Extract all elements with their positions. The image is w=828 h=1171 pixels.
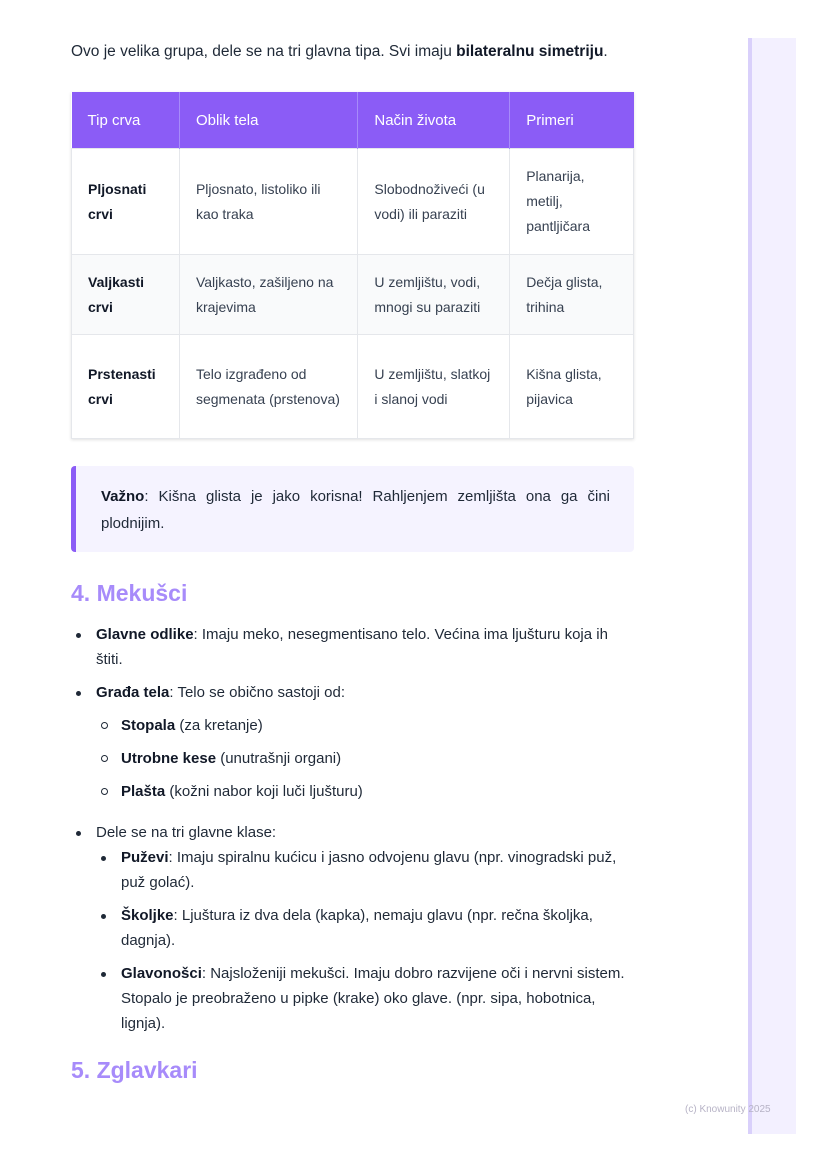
copyright-footer: (c) Knowunity 2025 [685, 1104, 771, 1115]
list-item: Stopala (za kretanje) [96, 713, 636, 738]
worm-types-table [71, 92, 634, 439]
table-cell: Valjkasto, zašiljeno na krajevima [179, 255, 357, 335]
list-item: Građa tela: Telo se obično sastoji od: Stopala (za kretanje) Utrobne kese (unutrašnji organi) Plašta (kožni nabor koji luči ljušturu) [71, 680, 636, 804]
table-cell: Pljosnato, listoliko ili kao traka [179, 149, 357, 255]
side-panel [748, 38, 796, 1134]
table-cell: Prstenasti crvi [72, 335, 180, 439]
callout-text: : Kišna glista je jako korisna! Rahljenjem zemljišta ona ga čini plodnijim. [101, 488, 610, 532]
table-cell: Planarija, metilj, pantljičara [510, 149, 634, 255]
bullet-icon [76, 831, 81, 836]
list-item: Glavne odlike: Imaju meko, nesegmentisano telo. Većina ima ljušturu koja ih štiti. [71, 622, 636, 672]
list-item: Školjke: Ljuštura iz dva dela (kapka), nemaju glavu (npr. rečna školjka, dagnja). [96, 903, 636, 953]
list-item: Puževi: Imaju spiralnu kućicu i jasno odvojenu glavu (npr. vinogradski puž, puž golać). [96, 845, 636, 895]
table-cell: Slobodnoživeći (u vodi) ili paraziti [358, 149, 510, 255]
list-item: Glavonošci: Najsloženiji mekušci. Imaju dobro razvijene oči i nervni sistem. Stopalo je preobraženo u pipke (krake) oko glave. (npr. sipa, hobotnica, lignja). [96, 961, 636, 1036]
important-callout [71, 466, 634, 552]
column-header: Način života [358, 92, 510, 149]
column-header: Oblik tela [179, 92, 357, 149]
bullet-icon [101, 914, 106, 919]
classes-sublist [96, 845, 636, 1036]
bullet-ring-icon [101, 722, 108, 729]
bullet-icon [76, 633, 81, 638]
callout-label: Važno [101, 488, 145, 505]
table-cell: Kišna glista, pijavica [510, 335, 634, 439]
column-header: Tip crva [72, 92, 180, 149]
mollusc-list [71, 622, 636, 1036]
bullet-ring-icon [101, 755, 108, 762]
list-item: Dele se na tri glavne klase: Puževi: Imaju spiralnu kućicu i jasno odvojenu glavu (npr. vinogradski puž, puž golać). Školjke: Ljuštura iz dva dela (kapka), nemaju glavu (npr. rečna školjka, dagnja). Glavonošci: Najsloženiji mekušci. Imaju dobro razvijene oči i nervni sistem. Stopalo je preobraženo u pipke (krake) oko glave. (npr. sipa, hobotnica, lignja). [71, 820, 636, 1036]
table-cell: Dečja glista, trihina [510, 255, 634, 335]
bullet-icon [101, 856, 106, 861]
table-header-row [72, 92, 634, 149]
table-cell: Pljosnati crvi [72, 149, 180, 255]
intro-bold: bilateralnu simetriju [456, 43, 604, 60]
bullet-ring-icon [101, 788, 108, 795]
list-item: Utrobne kese (unutrašnji organi) [96, 746, 636, 771]
table-row [72, 335, 634, 439]
table-row [72, 149, 634, 255]
section-heading: 5. Zglavkari [71, 1057, 198, 1083]
table-cell: Telo izgrađeno od segmenata (prstenova) [179, 335, 357, 439]
list-item: Plašta (kožni nabor koji luči ljušturu) [96, 779, 636, 804]
bullet-icon [101, 972, 106, 977]
bullet-icon [76, 691, 81, 696]
structure-sublist [96, 713, 636, 804]
section-heading: 4. Mekušci [71, 580, 188, 606]
table-row [72, 255, 634, 335]
table-cell: U zemljištu, slatkoj i slanoj vodi [358, 335, 510, 439]
intro-paragraph: Ovo je velika grupa, dele se na tri glavna tipa. Svi imaju bilateralnu simetriju. [71, 43, 608, 60]
table-cell: Valjkasti crvi [72, 255, 180, 335]
column-header: Primeri [510, 92, 634, 149]
table-cell: U zemljištu, vodi, mnogi su paraziti [358, 255, 510, 335]
